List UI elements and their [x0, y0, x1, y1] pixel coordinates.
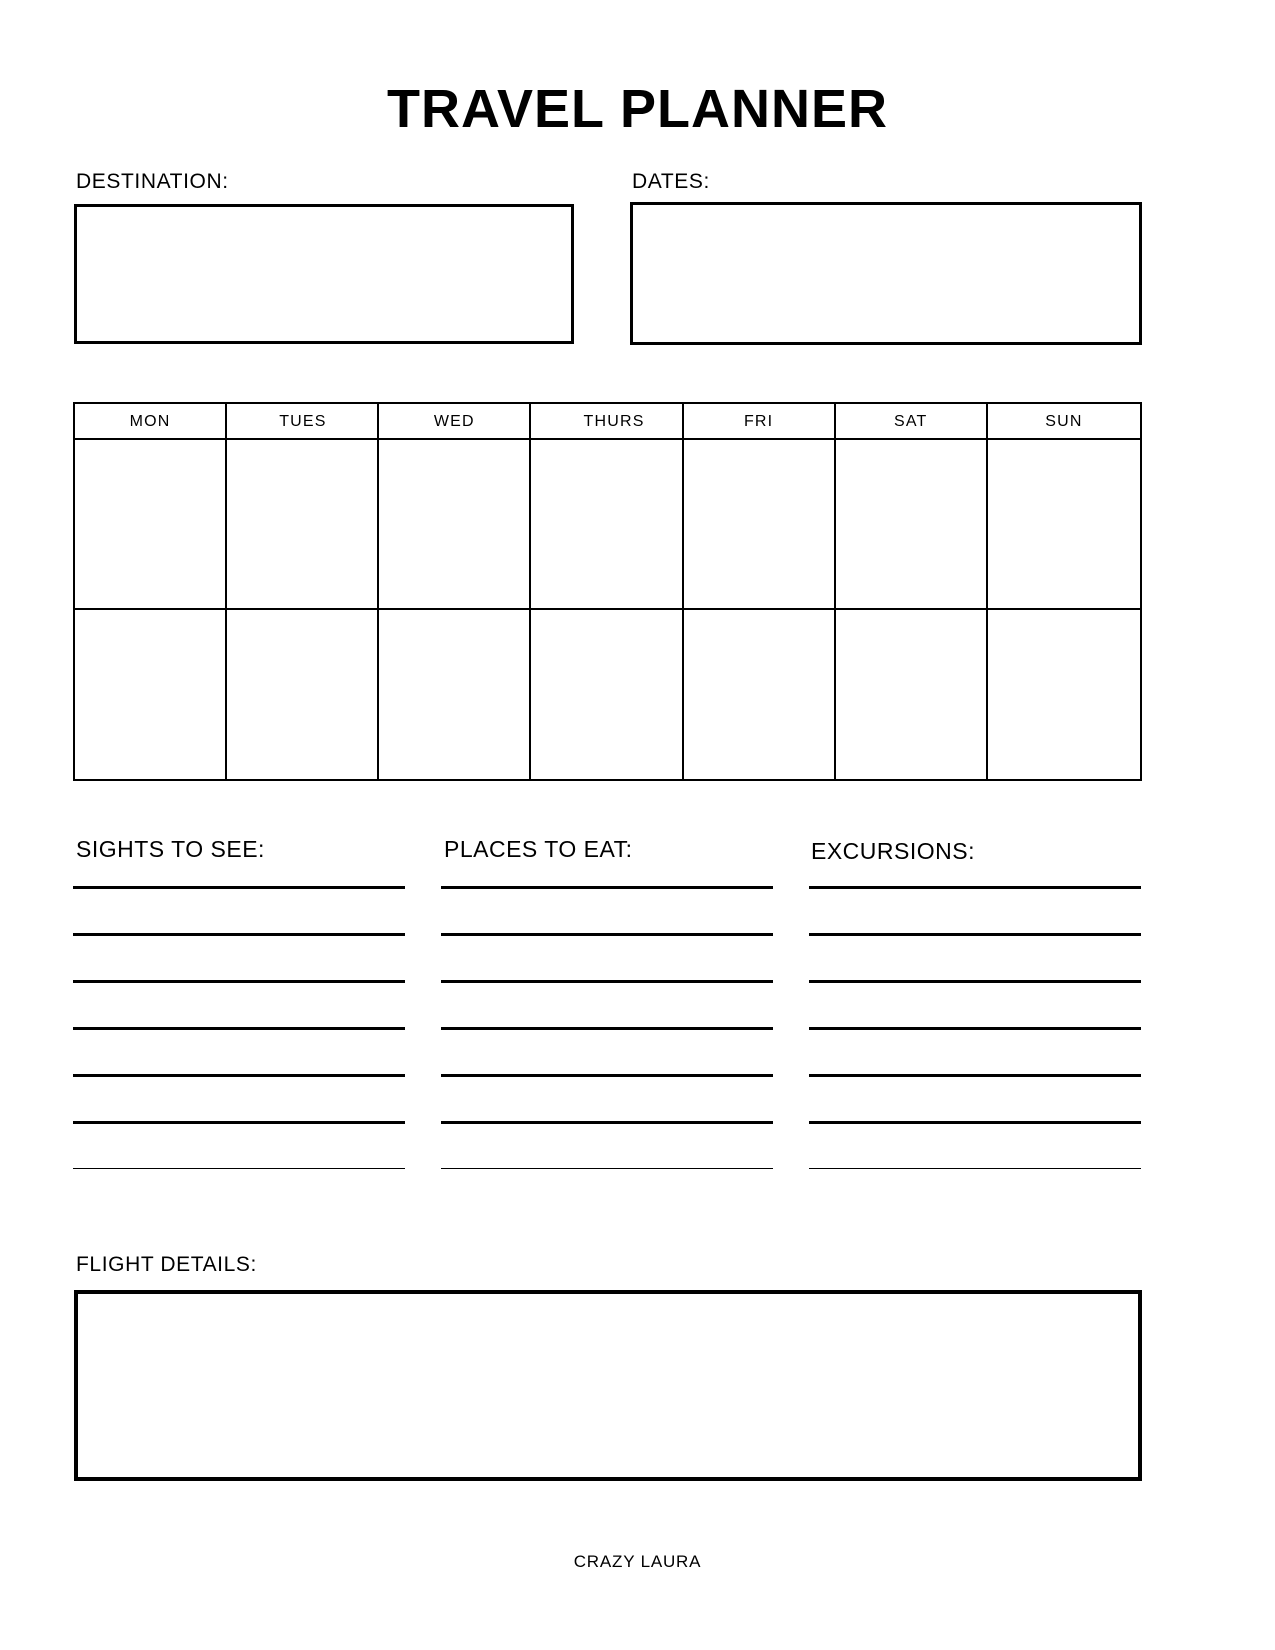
write-line[interactable] [73, 980, 405, 983]
excursions-lines [809, 886, 1141, 1169]
flight-details-label: FLIGHT DETAILS: [76, 1253, 257, 1276]
write-line[interactable] [809, 1168, 1141, 1169]
dates-label: DATES: [632, 170, 710, 193]
write-line[interactable] [441, 1168, 773, 1169]
write-line[interactable] [73, 1121, 405, 1124]
calendar-header-tues-label: TUES [279, 412, 327, 430]
calendar-cell[interactable] [684, 610, 836, 780]
sights-to-see-heading: SIGHTS TO SEE: [76, 836, 265, 862]
calendar-header-wed-label: WED [433, 412, 475, 430]
calendar-header-fri [684, 404, 836, 440]
destination-input[interactable] [74, 204, 574, 344]
destination-label: DESTINATION: [76, 170, 229, 193]
calendar-cell[interactable] [684, 440, 836, 610]
footer-brand: CRAZY LAURA [573, 1552, 702, 1571]
calendar-header-fri-label: FRI [743, 412, 774, 430]
calendar-header-sun-label: SUN [1045, 412, 1083, 430]
calendar-cell[interactable] [531, 440, 683, 610]
calendar-cell[interactable] [227, 440, 379, 610]
write-line[interactable] [73, 1168, 405, 1169]
write-line[interactable] [441, 1027, 773, 1030]
write-line[interactable] [73, 933, 405, 936]
write-line[interactable] [73, 1074, 405, 1077]
calendar-cell[interactable] [75, 610, 227, 780]
write-line[interactable] [809, 933, 1141, 936]
write-line[interactable] [441, 886, 773, 889]
write-line[interactable] [441, 933, 773, 936]
calendar-header-sat [836, 404, 988, 440]
calendar-header-wed [379, 404, 531, 440]
places-to-eat-heading: PLACES TO EAT: [444, 836, 633, 862]
calendar-header-thurs [531, 404, 683, 440]
calendar-cell[interactable] [836, 610, 988, 780]
calendar-header-sat-label: SAT [894, 412, 928, 430]
calendar-cell[interactable] [379, 440, 531, 610]
write-line[interactable] [441, 1074, 773, 1077]
calendar-header-tues [227, 404, 379, 440]
flight-details-input[interactable] [74, 1290, 1142, 1481]
calendar-cell[interactable] [531, 610, 683, 780]
calendar-header-thurs-label: THURS [583, 412, 645, 430]
write-line[interactable] [73, 886, 405, 889]
write-line[interactable] [809, 886, 1141, 889]
write-line[interactable] [809, 1027, 1141, 1030]
write-line[interactable] [441, 980, 773, 983]
calendar-cell[interactable] [836, 440, 988, 610]
page-title: TRAVEL PLANNER [386, 79, 889, 139]
write-line[interactable] [809, 980, 1141, 983]
calendar-cell[interactable] [379, 610, 531, 780]
write-line[interactable] [73, 1027, 405, 1030]
calendar-cell[interactable] [988, 610, 1140, 780]
weekly-calendar-grid [73, 402, 1142, 781]
write-line[interactable] [809, 1121, 1141, 1124]
calendar-header-sun [988, 404, 1140, 440]
write-line[interactable] [809, 1074, 1141, 1077]
calendar-cell[interactable] [988, 440, 1140, 610]
write-line[interactable] [441, 1121, 773, 1124]
excursions-heading: EXCURSIONS: [811, 838, 975, 864]
calendar-header-mon [75, 404, 227, 440]
calendar-cell[interactable] [227, 610, 379, 780]
calendar-header-mon-label: MON [129, 412, 171, 430]
places-to-eat-lines [441, 886, 773, 1169]
calendar-cell[interactable] [75, 440, 227, 610]
dates-input[interactable] [630, 202, 1142, 345]
sights-to-see-lines [73, 886, 405, 1169]
